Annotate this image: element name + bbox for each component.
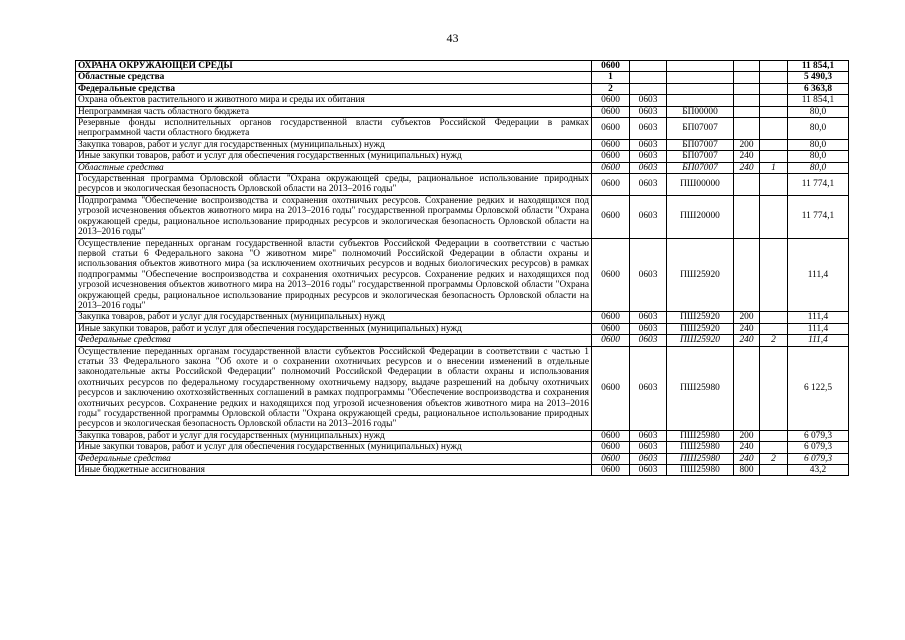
row-name: Закупка товаров, работ и услуг для государственных (муниципальных) нужд (76, 312, 592, 323)
subsection-code: 0603 (630, 195, 667, 238)
expense-type-code: 240 (734, 335, 760, 346)
target-article-code: ПШ25980 (667, 465, 734, 476)
table-row (76, 95, 849, 106)
funding-source-code (760, 465, 788, 476)
expense-type-code: 200 (734, 430, 760, 441)
table-row (76, 312, 849, 323)
amount: 6 122,5 (788, 346, 849, 430)
table-row (76, 346, 849, 430)
target-article-code: БП07007 (667, 151, 734, 162)
funding-source-code (760, 430, 788, 441)
subsection-code: 0603 (630, 346, 667, 430)
funding-source-code (760, 346, 788, 430)
amount: 5 490,3 (788, 72, 849, 83)
amount: 80,0 (788, 106, 849, 117)
target-article-code: ПШ25980 (667, 346, 734, 430)
funding-source-code (760, 139, 788, 150)
row-name: Федеральные средства (76, 453, 592, 464)
row-name: Федеральные средства (76, 335, 592, 346)
funding-source-code (760, 83, 788, 94)
amount: 6 079,3 (788, 430, 849, 441)
row-name: Закупка товаров, работ и услуг для государственных (муниципальных) нужд (76, 430, 592, 441)
table-row (76, 151, 849, 162)
row-name: Иные закупки товаров, работ и услуг для обеспечения государственных (муниципальных) нужд (76, 442, 592, 453)
section-code: 0600 (592, 151, 630, 162)
target-article-code: ПШ25920 (667, 238, 734, 312)
amount: 11 854,1 (788, 61, 849, 72)
amount: 11 774,1 (788, 195, 849, 238)
table-row (76, 238, 849, 312)
subsection-code: 0603 (630, 430, 667, 441)
section-code: 0600 (592, 346, 630, 430)
subsection-code: 0603 (630, 106, 667, 117)
budget-table (75, 60, 849, 476)
section-code: 0600 (592, 312, 630, 323)
page-number: 43 (446, 31, 459, 45)
subsection-code: 0603 (630, 162, 667, 173)
section-code: 1 (592, 72, 630, 83)
expense-type-code: 240 (734, 151, 760, 162)
expense-type-code (734, 174, 760, 196)
table-row (76, 83, 849, 94)
funding-source-code (760, 72, 788, 83)
row-name: Резервные фонды исполнительных органов государственной власти субъектов Российской Федерации в рамках непрограммной части областного бюджета (76, 118, 592, 140)
target-article-code: ПШ25980 (667, 442, 734, 453)
expense-type-code: 200 (734, 312, 760, 323)
target-article-code (667, 61, 734, 72)
funding-source-code (760, 106, 788, 117)
subsection-code: 0603 (630, 453, 667, 464)
target-article-code: ПШ00000 (667, 174, 734, 196)
funding-source-code (760, 151, 788, 162)
section-code: 0600 (592, 162, 630, 173)
subsection-code: 0603 (630, 139, 667, 150)
expense-type-code: 240 (734, 442, 760, 453)
funding-source-code: 2 (760, 453, 788, 464)
row-name: Охрана объектов растительного и животного мира и среды их обитания (76, 95, 592, 106)
expense-type-code: 240 (734, 453, 760, 464)
amount: 6 079,3 (788, 453, 849, 464)
target-article-code: БП00000 (667, 106, 734, 117)
section-code: 0600 (592, 335, 630, 346)
section-code: 0600 (592, 118, 630, 140)
amount: 80,0 (788, 162, 849, 173)
table-row (76, 430, 849, 441)
table-row (76, 139, 849, 150)
target-article-code: ПШ20000 (667, 195, 734, 238)
table-row (76, 106, 849, 117)
funding-source-code: 2 (760, 335, 788, 346)
target-article-code (667, 72, 734, 83)
table-row (76, 323, 849, 334)
expense-type-code (734, 106, 760, 117)
funding-source-code (760, 95, 788, 106)
row-name: Федеральные средства (76, 83, 592, 94)
target-article-code: БП07007 (667, 162, 734, 173)
funding-source-code (760, 323, 788, 334)
target-article-code: ПШ25920 (667, 312, 734, 323)
amount: 11 854,1 (788, 95, 849, 106)
section-code: 0600 (592, 465, 630, 476)
section-code: 0600 (592, 61, 630, 72)
target-article-code: ПШ25920 (667, 335, 734, 346)
section-code: 2 (592, 83, 630, 94)
section-code: 0600 (592, 174, 630, 196)
table-row (76, 118, 849, 140)
amount: 11 774,1 (788, 174, 849, 196)
funding-source-code (760, 118, 788, 140)
subsection-code: 0603 (630, 323, 667, 334)
expense-type-code (734, 118, 760, 140)
expense-type-code (734, 72, 760, 83)
table-row (76, 335, 849, 346)
funding-source-code: 1 (760, 162, 788, 173)
subsection-code: 0603 (630, 312, 667, 323)
expense-type-code (734, 83, 760, 94)
target-article-code: ПШ25980 (667, 453, 734, 464)
row-name: Непрограммная часть областного бюджета (76, 106, 592, 117)
subsection-code: 0603 (630, 335, 667, 346)
table-row (76, 453, 849, 464)
target-article-code: БП07007 (667, 139, 734, 150)
amount: 111,4 (788, 323, 849, 334)
amount: 6 079,3 (788, 442, 849, 453)
funding-source-code (760, 195, 788, 238)
row-name: Областные средства (76, 162, 592, 173)
funding-source-code (760, 61, 788, 72)
subsection-code: 0603 (630, 465, 667, 476)
row-name: Подпрограмма "Обеспечение воспроизводства и сохранения охотничьих ресурсов. Сохранение редких и находящихся под угрозой исчезновения объектов животного мира на 2013–2016 годы" государственной программы Орловской области "Охрана окружающей среды, рациональное использование природных ресурсов и экологическая безопасность Орловской области на 2013–2016 годы" (76, 195, 592, 238)
funding-source-code (760, 238, 788, 312)
row-name: Государственная программа Орловской области "Охрана окружающей среды, рациональное использование природных ресурсов и экологическая безопасность Орловской области на 2013–2016 годы" (76, 174, 592, 196)
expense-type-code (734, 346, 760, 430)
row-name: Иные бюджетные ассигнования (76, 465, 592, 476)
table-row (76, 162, 849, 173)
amount: 6 363,8 (788, 83, 849, 94)
section-code: 0600 (592, 139, 630, 150)
expense-type-code: 800 (734, 465, 760, 476)
table-row (76, 72, 849, 83)
subsection-code: 0603 (630, 174, 667, 196)
amount: 111,4 (788, 335, 849, 346)
section-code: 0600 (592, 453, 630, 464)
target-article-code (667, 95, 734, 106)
subsection-code (630, 72, 667, 83)
expense-type-code: 240 (734, 162, 760, 173)
funding-source-code (760, 442, 788, 453)
amount: 80,0 (788, 139, 849, 150)
expense-type-code (734, 95, 760, 106)
subsection-code: 0603 (630, 442, 667, 453)
expense-type-code (734, 195, 760, 238)
section-code: 0600 (592, 442, 630, 453)
funding-source-code (760, 174, 788, 196)
row-name: Осуществление переданных органам государственной власти субъектов Российской Федерации в соответствии с частью 1 статьи 33 Федерального закона "Об охоте и о сохранении охотничьих ресурсов и о внесении изменений в отдельные законодательные акты Российской Федерации" полномочий Российской Федерации в области охраны и использования охотничьих ресурсов по федеральному государственному охотничьему надзору, выдаче разрешений на добычу охотничьих ресурсов и заключению охотхозяйственных соглашений в рамках подпрограммы "Обеспечение воспроизводства и сохранения охотничьих ресурсов. Сохранение редких и находящихся под угрозой исчезновения объектов животного мира на 2013–2016 годы" государственной программы Орловской области "Охрана окружающей среды, рациональное использование природных ресурсов и экологическая безопасность Орловской области на 2013–2016 годы" (76, 346, 592, 430)
expense-type-code: 200 (734, 139, 760, 150)
amount: 80,0 (788, 118, 849, 140)
row-name: Областные средства (76, 72, 592, 83)
subsection-code: 0603 (630, 151, 667, 162)
amount: 43,2 (788, 465, 849, 476)
budget-table-body (76, 61, 849, 476)
subsection-code: 0603 (630, 95, 667, 106)
section-code: 0600 (592, 323, 630, 334)
row-name: ОХРАНА ОКРУЖАЮЩЕЙ СРЕДЫ (76, 61, 592, 72)
target-article-code (667, 83, 734, 94)
subsection-code: 0603 (630, 238, 667, 312)
expense-type-code (734, 238, 760, 312)
section-code: 0600 (592, 238, 630, 312)
row-name: Осуществление переданных органам государственной власти субъектов Российской Федерации в соответствии с частью первой статьи 6 Федерального закона "О животном мире" полномочий Российской Федерации в области охраны и использования объектов животного мира (за исключением охотничьих ресурсов и водных биологических ресурсов) в рамках подпрограммы "Обеспечение воспроизводства и сохранения охотничьих ресурсов. Сохранение редких и находящихся под угрозой исчезновения объектов животного мира на 2013–2016 годы" государственной программы Орловской области "Охрана окружающей среды, рациональное использование природных ресурсов и экологическая безопасность Орловской области на 2013–2016 годы" (76, 238, 592, 312)
table-row (76, 195, 849, 238)
amount: 111,4 (788, 238, 849, 312)
funding-source-code (760, 312, 788, 323)
expense-type-code: 240 (734, 323, 760, 334)
subsection-code: 0603 (630, 118, 667, 140)
table-row (76, 174, 849, 196)
subsection-code (630, 61, 667, 72)
expense-type-code (734, 61, 760, 72)
row-name: Закупка товаров, работ и услуг для государственных (муниципальных) нужд (76, 139, 592, 150)
subsection-code (630, 83, 667, 94)
amount: 111,4 (788, 312, 849, 323)
table-row (76, 442, 849, 453)
section-code: 0600 (592, 106, 630, 117)
target-article-code: БП07007 (667, 118, 734, 140)
table-row (76, 465, 849, 476)
target-article-code: ПШ25920 (667, 323, 734, 334)
target-article-code: ПШ25980 (667, 430, 734, 441)
row-name: Иные закупки товаров, работ и услуг для обеспечения государственных (муниципальных) нужд (76, 151, 592, 162)
table-row (76, 61, 849, 72)
section-code: 0600 (592, 95, 630, 106)
section-code: 0600 (592, 195, 630, 238)
row-name: Иные закупки товаров, работ и услуг для обеспечения государственных (муниципальных) нужд (76, 323, 592, 334)
section-code: 0600 (592, 430, 630, 441)
amount: 80,0 (788, 151, 849, 162)
